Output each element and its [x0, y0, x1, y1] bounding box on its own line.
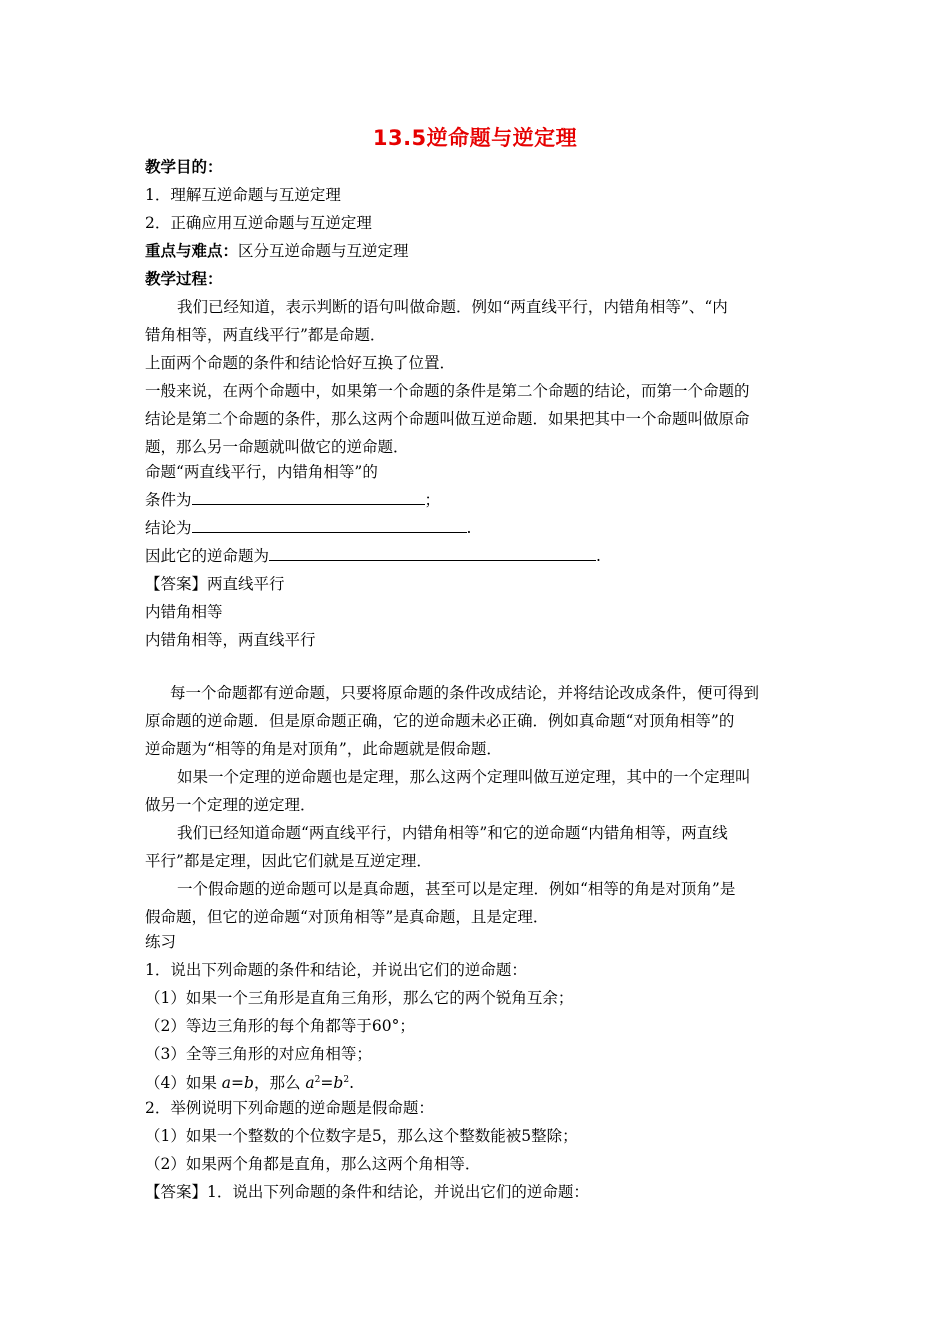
- process-heading: 教学过程：: [145, 269, 223, 288]
- paragraph-line: 一般来说，在两个命题中，如果第一个命题的条件是第二个命题的结论，而第一个命题的: [145, 382, 750, 400]
- exercise-subitem: （3）全等三角形的对应角相等；: [145, 1045, 372, 1063]
- question-intro: 命题“两直线平行，内错角相等”的: [145, 463, 378, 481]
- answer-text: 1．说出下列命题的条件和结论，并说出它们的逆命题：: [207, 1183, 589, 1201]
- exercise-subitem: （2）如果两个角都是直角，那么这两个角相等．: [145, 1155, 481, 1173]
- paragraph-line: 平行”都是定理，因此它们就是互逆定理．: [145, 852, 432, 870]
- exercise-text: .: [349, 1074, 355, 1093]
- exercise-text: ，那么: [253, 1074, 306, 1093]
- practice-heading: 练习: [145, 933, 177, 951]
- exercise-text: （4）如果: [145, 1074, 222, 1093]
- paragraph-line: 结论是第二个命题的条件，那么这两个命题叫做互逆命题．如果把其中一个命题叫做原命: [145, 410, 750, 428]
- paragraph-line: 做另一个定理的逆定理．: [145, 796, 316, 814]
- conclusion-label: 结论为: [145, 519, 192, 537]
- final-answer-line: [145, 1182, 589, 1202]
- math-exponent: 2: [314, 1075, 321, 1085]
- paragraph-line: 假命题，但它的逆命题“对顶角相等”是真命题，且是定理．: [145, 908, 549, 926]
- condition-blank[interactable]: [192, 490, 425, 505]
- exercise-subitem: （1）如果一个整数的个位数字是5，那么这个整数能被5整除；: [145, 1127, 578, 1145]
- paragraph-line: 上面两个命题的条件和结论恰好互换了位置．: [145, 354, 456, 372]
- answer-text: 内错角相等: [145, 603, 223, 621]
- paragraph-line: 一个假命题的逆命题可以是真命题，甚至可以是定理．例如“相等的角是对顶角”是: [177, 880, 736, 898]
- objective-item: 2．正确应用互逆命题与互逆定理: [145, 214, 372, 232]
- exercise-item: 1．说出下列命题的条件和结论，并说出它们的逆命题：: [145, 961, 527, 979]
- converse-blank[interactable]: [269, 546, 596, 561]
- document-title: 13.5逆命题与逆定理: [372, 126, 578, 150]
- math-op: =: [320, 1074, 334, 1093]
- exercise-subitem: [145, 1070, 354, 1093]
- paragraph-line: 如果一个定理的逆命题也是定理，那么这两个定理叫做互逆定理，其中的一个定理叫: [177, 768, 751, 786]
- conclusion-blank[interactable]: [192, 518, 467, 533]
- paragraph-line: 我们已经知道命题“两直线平行，内错角相等”和它的逆命题“内错角相等，两直线: [177, 824, 728, 842]
- answer-text: 两直线平行: [207, 575, 285, 593]
- conclusion-end: .: [466, 519, 472, 537]
- condition-label: 条件为: [145, 491, 192, 509]
- exercise-item: 2．举例说明下列命题的逆命题是假命题：: [145, 1099, 434, 1117]
- answer-text: 内错角相等，两直线平行: [145, 631, 316, 649]
- math-exponent: 2: [343, 1075, 350, 1085]
- paragraph-line: 题，那么另一命题就叫做它的逆命题．: [145, 438, 409, 456]
- objectives-heading: 教学目的：: [145, 157, 223, 176]
- math-var: a: [305, 1074, 315, 1093]
- paragraph-line: 我们已经知道，表示判断的语句叫做命题．例如“两直线平行，内错角相等”、“内: [177, 298, 728, 316]
- math-var: b: [244, 1074, 254, 1093]
- paragraph-line: 原命题的逆命题．但是原命题正确，它的逆命题未必正确．例如真命题“对顶角相等”的: [145, 712, 735, 730]
- converse-end: .: [596, 547, 601, 565]
- paragraph-line: 每一个命题都有逆命题，只要将原命题的条件改成结论，并将结论改成条件，便可得到: [170, 684, 760, 702]
- answer-label: 【答案】: [145, 575, 208, 593]
- paragraph-line: 逆命题为“相等的角是对顶角”，此命题就是假命题．: [145, 740, 502, 758]
- answer-label: 【答案】: [145, 1183, 208, 1201]
- converse-label: 因此它的逆命题为: [145, 547, 270, 565]
- exercise-subitem: （2）等边三角形的每个角都等于60°；: [145, 1017, 415, 1035]
- math-var: a: [221, 1074, 232, 1093]
- keypoint-line: [145, 241, 409, 261]
- answer-line: [145, 574, 285, 594]
- keypoint-label: 重点与难点：: [145, 241, 239, 260]
- math-var: b: [333, 1074, 344, 1093]
- condition-end: ；: [424, 491, 441, 509]
- objective-item: 1．理解互逆命题与互逆定理: [145, 186, 341, 204]
- exercise-subitem: （1）如果一个三角形是直角三角形，那么它的两个锐角互余；: [145, 989, 574, 1007]
- question-conclusion-line: [145, 518, 471, 538]
- question-converse-line: [145, 546, 601, 566]
- keypoint-text: 区分互逆命题与互逆定理: [238, 242, 409, 260]
- question-condition-line: [145, 490, 440, 510]
- math-op: =: [231, 1074, 245, 1093]
- paragraph-line: 错角相等，两直线平行”都是命题．: [145, 326, 386, 344]
